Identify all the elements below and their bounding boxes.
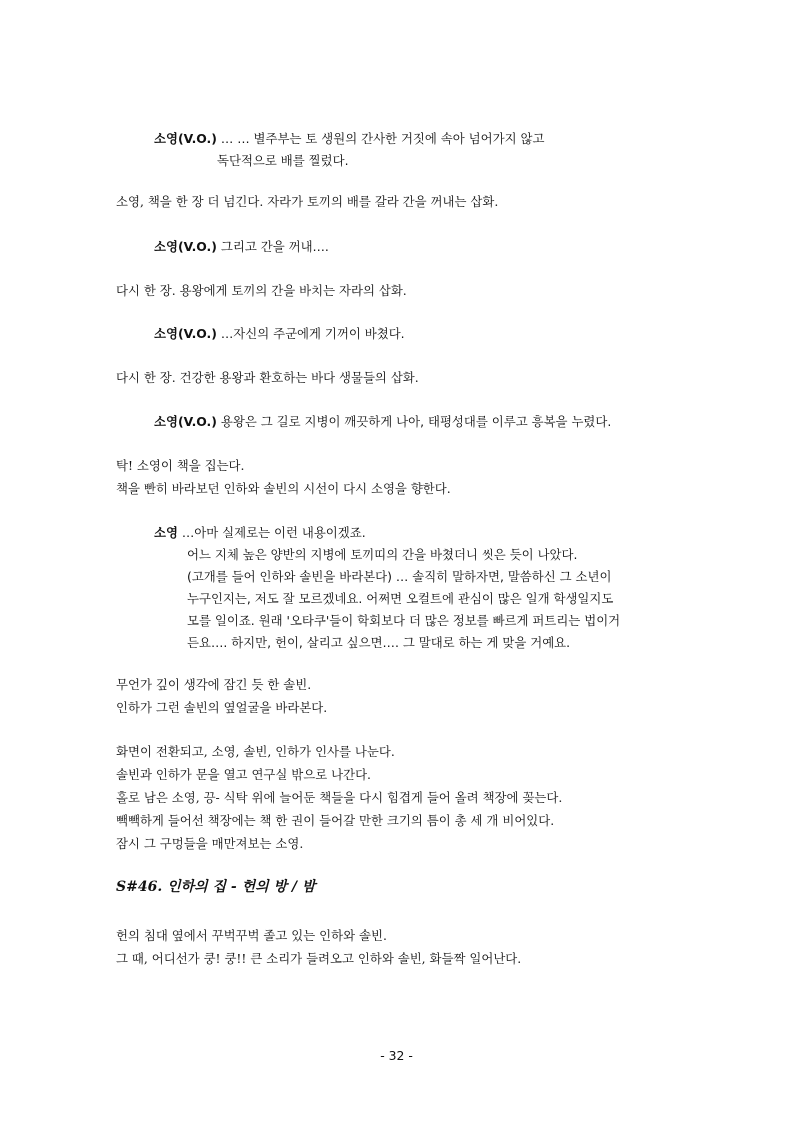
action-line: 탁! 소영이 책을 집는다. [116, 458, 245, 473]
speaker-name: 소영(V.O.) [154, 326, 217, 341]
dialogue-text: … … 별주부는 토 생원의 간사한 거짓에 속아 넘어가지 않고 [216, 131, 545, 146]
action-line: 빽빽하게 들어선 책장에는 책 한 권이 들어갈 만한 크기의 틈이 총 세 개 비어있다. [116, 813, 555, 828]
action-line: 다시 한 장. 용왕에게 토끼의 간을 바치는 자라의 삽화. [116, 283, 407, 298]
action-line: 인하가 그런 솔빈의 옆얼굴을 바라본다. [116, 700, 328, 715]
action-line: 헌의 침대 옆에서 꾸벅꾸벅 졸고 있는 인하와 솔빈. [116, 928, 387, 943]
action-line: 화면이 전환되고, 소영, 솔빈, 인하가 인사를 나눈다. [116, 744, 395, 759]
speaker-name: 소영(V.O.) [154, 239, 217, 254]
dialogue-continuation: (고개를 들어 인하와 솔빈을 바라본다) … 솔직히 말하자면, 말씀하신 그 소년이 [187, 569, 612, 584]
speaker-name: 소영 [154, 525, 178, 540]
dialogue-block [154, 411, 611, 433]
scene-heading: S#46. 인하의 집 - 헌의 방 / 밤 [116, 879, 316, 895]
speaker-name: 소영(V.O.) [154, 131, 217, 146]
action-line: 책을 빤히 바라보던 인하와 솔빈의 시선이 다시 소영을 향한다. [116, 481, 451, 496]
dialogue-text: 그리고 간을 꺼내…. [216, 239, 329, 254]
action-line: 소영, 책을 한 장 더 넘긴다. 자라가 토끼의 배를 갈라 간을 꺼내는 삽화. [116, 194, 499, 209]
dialogue-continuation: 든요…. 하지만, 헌이, 살리고 싶으면…. 그 말대로 하는 게 맞을 거예요. [187, 635, 571, 650]
action-line: 잠시 그 구멍들을 매만져보는 소영. [116, 836, 304, 851]
dialogue-block [154, 128, 544, 150]
dialogue-text: …자신의 주군에게 기꺼이 바쳤다. [216, 326, 405, 341]
dialogue-continuation: 독단적으로 배를 찔렀다. [217, 153, 349, 168]
dialogue-continuation: 어느 지체 높은 양반의 지병에 토끼띠의 간을 바쳤더니 씻은 듯이 나았다. [187, 547, 578, 562]
action-line: 무언가 깊이 생각에 잠긴 듯 한 솔빈. [116, 677, 312, 692]
dialogue-continuation: 누구인지는, 저도 잘 모르겠네요. 어쩌면 오컬트에 관심이 많은 일개 학생일지도 [187, 591, 614, 606]
dialogue-block [154, 323, 405, 345]
action-line: 홀로 남은 소영, 끙- 식탁 위에 늘어둔 책들을 다시 힘겹게 들어 올려 책장에 꽂는다. [116, 790, 563, 805]
dialogue-continuation: 모를 일이죠. 원래 '오타쿠'들이 학회보다 더 많은 정보를 빠르게 퍼트리는 법이거 [187, 613, 621, 628]
page-number: - 32 - [380, 1048, 413, 1063]
dialogue-text: …아마 실제로는 이런 내용이겠죠. [177, 525, 366, 540]
dialogue-block [154, 522, 366, 544]
speaker-name: 소영(V.O.) [154, 414, 217, 429]
dialogue-block [154, 236, 329, 258]
action-line: 솔빈과 인하가 문을 열고 연구실 밖으로 나간다. [116, 767, 371, 782]
dialogue-text: 용왕은 그 길로 지병이 깨끗하게 나아, 태평성대를 이루고 흥복을 누렸다. [216, 414, 612, 429]
action-line: 다시 한 장. 건강한 용왕과 환호하는 바다 생물들의 삽화. [116, 370, 419, 385]
action-line: 그 때, 어디선가 쿵! 쿵!! 큰 소리가 들려오고 인하와 솔빈, 화들짝 일어난다. [116, 951, 522, 966]
